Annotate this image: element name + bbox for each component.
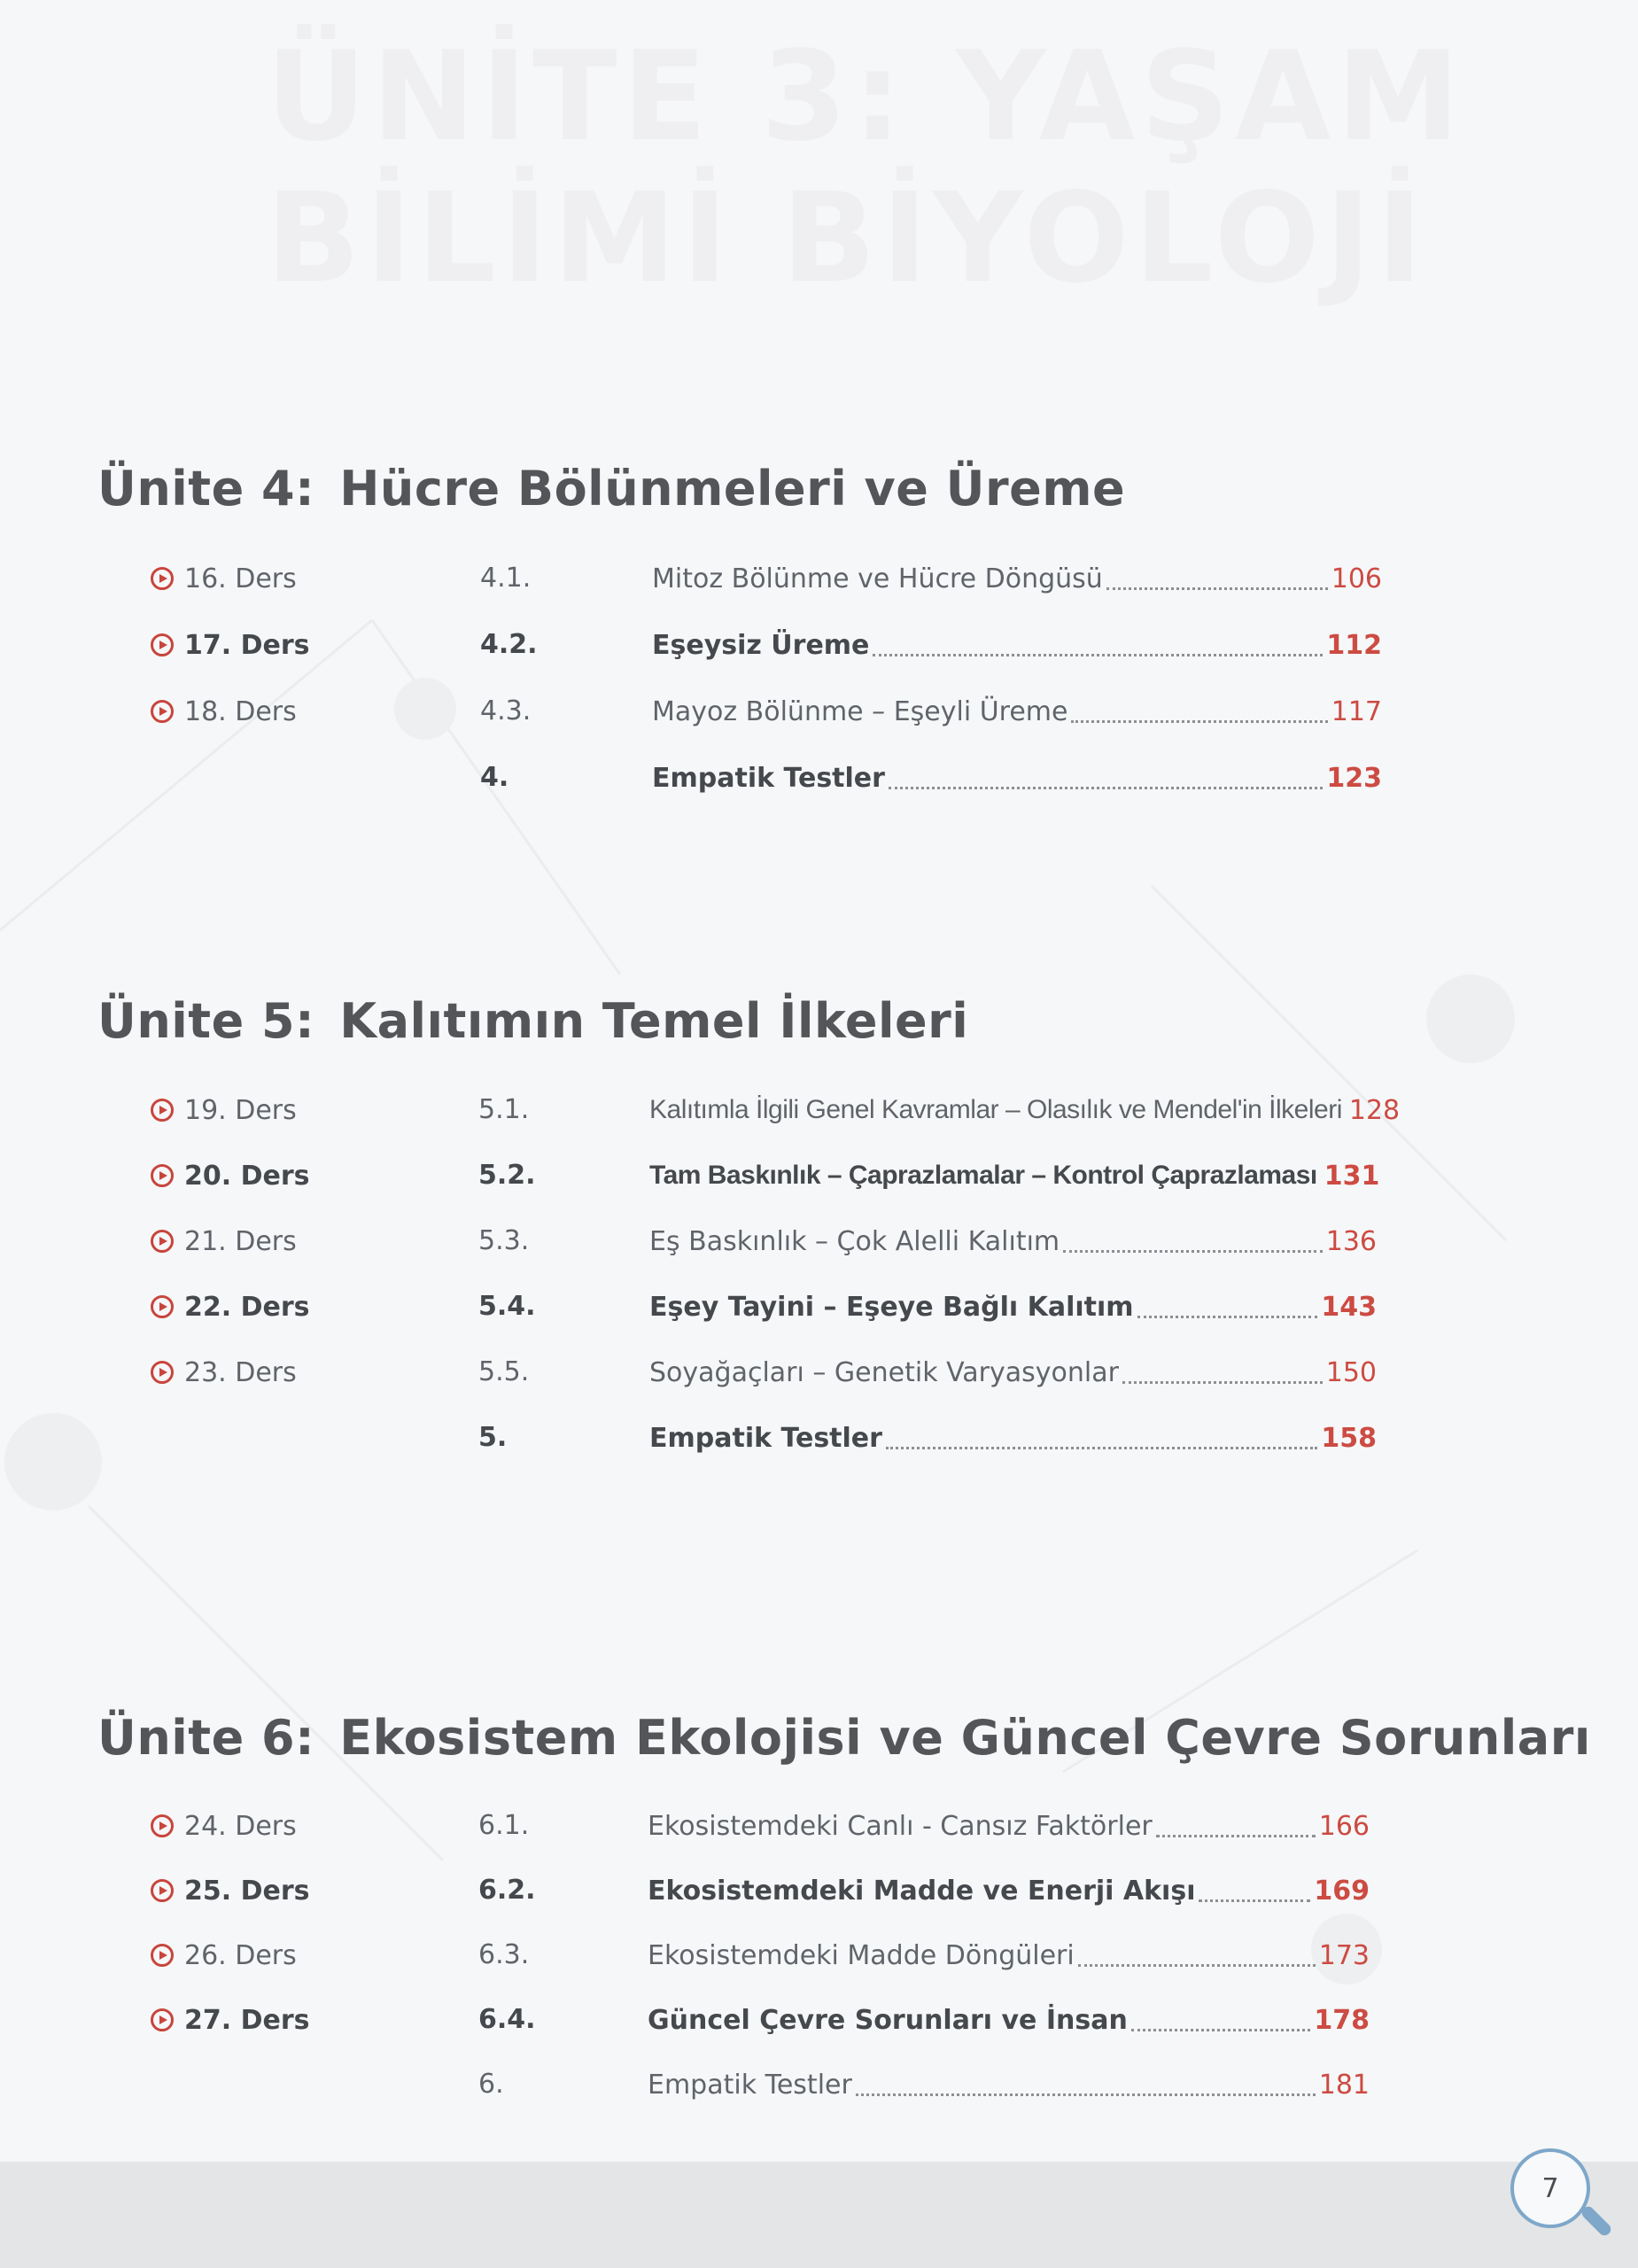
lesson-label: 25. Ders [184, 1875, 310, 1907]
topic-entry[interactable] [649, 1088, 1401, 1132]
lesson-link[interactable] [151, 1350, 297, 1394]
topic-title: Soyağaçları – Genetik Varyasyonlar [649, 1356, 1119, 1388]
dot-leader [1078, 1964, 1316, 1967]
lesson-link[interactable] [151, 1088, 297, 1132]
topic-entry[interactable] [649, 1416, 1377, 1460]
topic-title: Eşeysiz Üreme [652, 629, 870, 661]
dot-leader [1156, 1835, 1316, 1837]
section-number: 6.1. [478, 1810, 530, 1841]
play-video-icon[interactable] [151, 1814, 174, 1837]
topic-title: Eş Baskınlık – Çok Alelli Kalıtım [649, 1225, 1060, 1257]
section-number: 4.1. [480, 563, 532, 594]
page-ref: 112 [1326, 629, 1382, 661]
topic-title: Ekosistemdeki Madde ve Enerji Akışı [648, 1875, 1196, 1907]
lesson-link[interactable] [151, 1868, 310, 1913]
play-video-icon[interactable] [151, 1164, 174, 1187]
topic-entry[interactable] [652, 689, 1382, 734]
unit-title-text: Ekosistem Ekolojisi ve Güncel Çevre Sorunları [339, 1710, 1591, 1766]
section-number: 5.5. [478, 1356, 530, 1387]
page-ref: 123 [1326, 762, 1382, 794]
unit-title [97, 1710, 1591, 1766]
play-video-icon[interactable] [151, 2008, 174, 2031]
section-number: 5.4. [478, 1291, 536, 1322]
dot-leader [1063, 1250, 1323, 1253]
page-ref: 143 [1321, 1291, 1377, 1323]
topic-title: Kalıtımla İlgili Genel Kavramlar – Olasılık ve Mendel'in İlkeleri [649, 1095, 1342, 1124]
toc-row[interactable] [0, 1416, 1638, 1460]
play-video-icon[interactable] [151, 1230, 174, 1253]
page-ref: 158 [1321, 1422, 1377, 1454]
topic-title: Ekosistemdeki Madde Döngüleri [648, 1939, 1075, 1971]
watermark-title: ÜNİTE 3: YAŞAM BİLİMİ BİYOLOJİ [266, 25, 1465, 311]
lesson-label: 17. Ders [184, 629, 310, 661]
footer-band [0, 2162, 1638, 2268]
page-ref: 128 [1348, 1094, 1401, 1126]
section-number: 5.1. [478, 1094, 530, 1125]
lesson-label: 16. Ders [184, 563, 297, 594]
topic-entry[interactable] [649, 1219, 1377, 1263]
topic-entry[interactable] [649, 1285, 1377, 1329]
lesson-link[interactable] [151, 1804, 297, 1848]
lesson-link[interactable] [151, 556, 297, 601]
topic-entry[interactable] [652, 756, 1382, 800]
toc-row[interactable] [0, 2062, 1638, 2107]
lesson-label: 26. Ders [184, 1939, 297, 1971]
toc-row[interactable] [0, 1285, 1638, 1329]
topic-entry[interactable] [649, 1153, 1380, 1198]
play-video-icon[interactable] [151, 1879, 174, 1902]
unit-label: Ünite 6: [97, 1710, 315, 1766]
unit-title-text: Hücre Bölünmeleri ve Üreme [339, 461, 1126, 517]
page-number: 7 [1510, 2148, 1590, 2228]
section-number: 6.4. [478, 2004, 536, 2035]
toc-row[interactable] [0, 756, 1638, 800]
topic-title: Ekosistemdeki Canlı - Cansız Faktörler [648, 1810, 1153, 1842]
page-ref: 131 [1324, 1160, 1380, 1192]
toc-row[interactable] [0, 1350, 1638, 1394]
lesson-link[interactable] [151, 1285, 310, 1329]
section-number: 4.3. [480, 695, 532, 726]
lesson-link[interactable] [151, 689, 297, 734]
page-ref: 136 [1325, 1225, 1377, 1257]
dot-leader [886, 1447, 1317, 1449]
section-number: 4. [480, 762, 509, 793]
lesson-link[interactable] [151, 1933, 297, 1977]
toc-row[interactable] [0, 1219, 1638, 1263]
topic-entry[interactable] [648, 2062, 1370, 2107]
play-video-icon[interactable] [151, 1099, 174, 1122]
toc-row[interactable] [0, 1804, 1638, 1848]
page-ref: 117 [1331, 695, 1382, 727]
lesson-label: 18. Ders [184, 695, 297, 727]
dot-leader [1199, 1899, 1310, 1902]
play-video-icon[interactable] [151, 700, 174, 723]
toc-row[interactable] [0, 689, 1638, 734]
page-ref: 181 [1318, 2069, 1370, 2101]
dot-leader [1122, 1381, 1323, 1384]
lesson-label: 21. Ders [184, 1225, 297, 1257]
unit-title-text: Kalıtımın Temel İlkeleri [339, 993, 969, 1049]
toc-row[interactable] [0, 623, 1638, 667]
play-video-icon[interactable] [151, 633, 174, 656]
page-ref: 178 [1314, 2004, 1370, 2036]
topic-title: Empatik Testler [649, 1422, 882, 1454]
unit-title [97, 993, 968, 1049]
topic-title: Güncel Çevre Sorunları ve İnsan [648, 2004, 1128, 2036]
section-number: 5. [478, 1422, 508, 1453]
dot-leader [1106, 587, 1328, 590]
page-ref: 173 [1318, 1939, 1370, 1971]
play-video-icon[interactable] [151, 1361, 174, 1384]
lesson-label: 19. Ders [184, 1094, 297, 1126]
toc-row[interactable] [0, 1153, 1638, 1198]
dot-leader [873, 654, 1323, 656]
section-number: 6.2. [478, 1875, 536, 1906]
page-ref: 166 [1318, 1810, 1370, 1842]
dot-leader [889, 787, 1323, 789]
unit-label: Ünite 4: [97, 461, 315, 517]
toc-row[interactable] [0, 1088, 1638, 1132]
page-ref: 150 [1325, 1356, 1377, 1388]
topic-entry[interactable] [648, 1998, 1370, 2042]
section-number: 6. [478, 2069, 504, 2100]
play-video-icon[interactable] [151, 567, 174, 590]
dot-leader [1137, 1316, 1318, 1318]
topic-entry[interactable] [652, 623, 1382, 667]
topic-entry[interactable] [649, 1350, 1377, 1394]
lesson-label: 20. Ders [184, 1160, 310, 1192]
lesson-link[interactable] [151, 1219, 297, 1263]
section-number: 4.2. [480, 629, 538, 660]
topic-title: Tam Baskınlık – Çaprazlamalar – Kontrol Çaprazlaması [649, 1161, 1317, 1190]
play-video-icon[interactable] [151, 1295, 174, 1318]
topic-title: Empatik Testler [648, 2069, 852, 2101]
lesson-label: 22. Ders [184, 1291, 310, 1323]
lesson-link[interactable] [151, 623, 310, 667]
section-number: 6.3. [478, 1939, 530, 1970]
toc-row[interactable] [0, 556, 1638, 601]
toc-row[interactable] [0, 1868, 1638, 1913]
unit-label: Ünite 5: [97, 993, 315, 1049]
topic-entry[interactable] [648, 1868, 1370, 1913]
topic-entry[interactable] [652, 556, 1382, 601]
play-video-icon[interactable] [151, 1944, 174, 1967]
topic-title: Mayoz Bölünme – Eşeyli Üreme [652, 695, 1068, 727]
page-ref: 106 [1331, 563, 1382, 594]
topic-entry[interactable] [648, 1804, 1370, 1848]
unit-title [97, 461, 1125, 517]
topic-title: Empatik Testler [652, 762, 885, 794]
lesson-label: 27. Ders [184, 2004, 310, 2036]
section-number: 5.2. [478, 1160, 536, 1191]
dot-leader [856, 2093, 1316, 2096]
dot-leader [1071, 720, 1327, 723]
lesson-link[interactable] [151, 1153, 310, 1198]
section-number: 5.3. [478, 1225, 530, 1256]
topic-entry[interactable] [648, 1933, 1370, 1977]
lesson-label: 23. Ders [184, 1356, 297, 1388]
topic-title: Eşey Tayini – Eşeye Bağlı Kalıtım [649, 1291, 1134, 1323]
lesson-label: 24. Ders [184, 1810, 297, 1842]
lesson-link[interactable] [151, 1998, 310, 2042]
dot-leader [1131, 2029, 1311, 2031]
topic-title: Mitoz Bölünme ve Hücre Döngüsü [652, 563, 1103, 594]
toc-row[interactable] [0, 1998, 1638, 2042]
page-ref: 169 [1314, 1875, 1370, 1907]
toc-row[interactable] [0, 1933, 1638, 1977]
